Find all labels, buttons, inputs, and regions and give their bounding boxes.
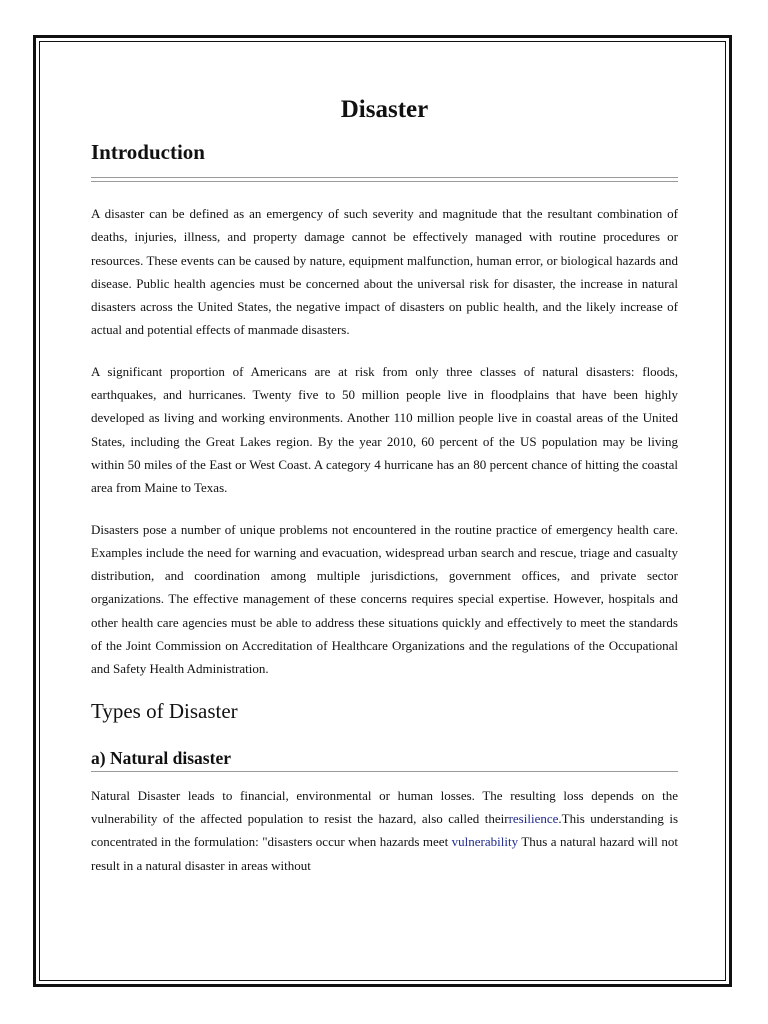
resilience-link[interactable]: resilience xyxy=(508,810,559,826)
natural-text-part-3: Thus a natural hazard will not result in a natural disaster in areas without xyxy=(91,834,678,873)
heading-divider xyxy=(91,177,678,182)
natural-text-part-1: Natural Disaster leads to financial, environmental or human losses. The resulting loss depends on the vulnerability of the affected population to resist the hazard, also called their xyxy=(91,787,678,826)
types-of-disaster-heading: Types of Disaster xyxy=(91,698,238,723)
document-title: Disaster xyxy=(340,96,429,123)
introduction-heading: Introduction xyxy=(91,140,205,164)
subheading-divider xyxy=(91,771,678,772)
vulnerability-link[interactable]: vulnerability xyxy=(451,834,519,850)
natural-disaster-paragraph xyxy=(91,784,678,877)
paragraph-1: A disaster can be defined as an emergency of such severity and magnitude that the resultant combination of deaths, injuries, illness, and property damage cannot be effectively managed with routine procedures or resources. These events can be caused by nature, equipment malfunction, human error, or biological hazards and disease. Public health agencies must be concerned about the universal risk for disaster, the increase in natural disasters across the United States, the negative impact of disasters on public health, and the likely increase of actual and potential effects of manmade disasters. xyxy=(91,206,678,338)
natural-disaster-heading: a) Natural disaster xyxy=(91,747,231,768)
paragraph-3: Disasters pose a number of unique problems not encountered in the routine practice of emergency health care. Examples include the need for warning and evacuation, widespread urban search and rescue, triage and casualty distribution, and coordination among multiple jurisdictions, government offices, and private sector organizations. The effective management of these concerns requires special expertise. However, hospitals and other health care agencies must be able to address these situations quickly and effectively to meet the standards of the Joint Commission on Accreditation of Healthcare Organizations and the regulations of the Occupational and Safety Health Administration. xyxy=(91,521,678,677)
paragraph-2: A significant proportion of Americans are at risk from only three classes of natural disasters: floods, earthquakes, and hurricanes. Twenty five to 50 million people live in floodplains that have been highly developed as living and working environments. Another 110 million people live in coastal areas of the United States, including the Great Lakes region. By the year 2010, 60 percent of the US population may be living within 50 miles of the East or West Coast. A category 4 hurricane has an 80 percent chance of hitting the coastal area from Maine to Texas. xyxy=(91,363,678,496)
document-body xyxy=(91,90,678,877)
natural-text-part-2: .This understanding is concentrated in the formulation: "disasters occur when hazards meet xyxy=(91,810,679,850)
